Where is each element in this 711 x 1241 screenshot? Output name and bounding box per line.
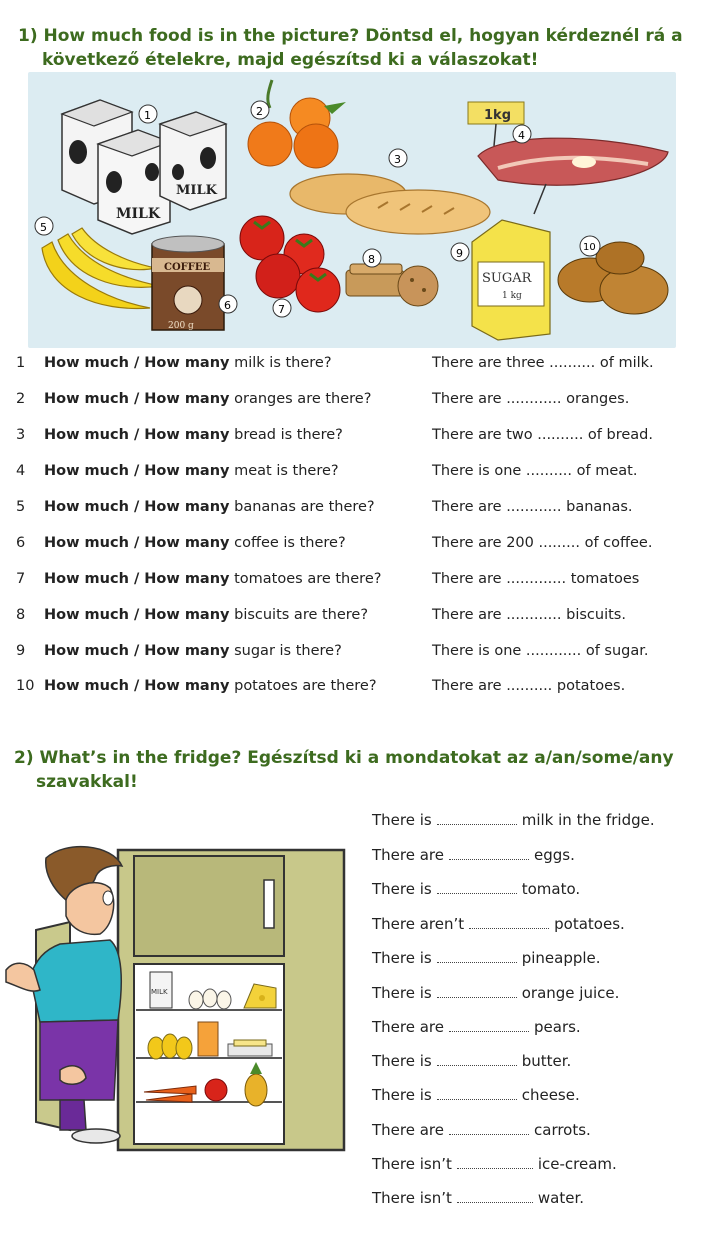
answer-sentence[interactable]: There are 200 ......... of coffee. bbox=[432, 535, 653, 551]
exercise-1-heading-line2: következő ételekre, majd egészítsd ki a válaszokat! bbox=[42, 50, 539, 70]
blank-field[interactable] bbox=[437, 1087, 517, 1100]
blank-field[interactable] bbox=[437, 1053, 517, 1066]
blank-field[interactable] bbox=[437, 950, 517, 963]
question-choice: How much / How many potatoes are there? bbox=[44, 678, 377, 694]
question-choice: How much / How many coffee is there? bbox=[44, 535, 346, 551]
fridge-tomato bbox=[205, 1079, 227, 1101]
sentence-end: water. bbox=[537, 1189, 585, 1207]
sentence-row-11 bbox=[372, 1153, 617, 1175]
question-text: sugar is there? bbox=[229, 643, 342, 659]
question-text: tomatoes are there? bbox=[229, 571, 382, 587]
fridge-milk-carton bbox=[150, 972, 172, 1008]
exercise-2-heading-line1: 2) What’s in the fridge? Egészítsd ki a mondatokat az a/an/some/any bbox=[14, 748, 674, 768]
marker-5 bbox=[35, 217, 53, 235]
answer-sentence[interactable]: There are ............ biscuits. bbox=[432, 607, 626, 623]
svg-text:1: 1 bbox=[144, 109, 151, 122]
sentence-end: potatoes. bbox=[554, 915, 625, 933]
fridge-orange-juice bbox=[198, 1022, 218, 1056]
blank-field[interactable] bbox=[457, 1156, 533, 1169]
exercise-2-heading-line2: szavakkal! bbox=[36, 772, 138, 792]
answer-sentence[interactable]: There are ............ oranges. bbox=[432, 391, 630, 407]
coffee-label: COFFEE bbox=[164, 262, 211, 273]
question-row-4 bbox=[16, 460, 696, 482]
marker-4 bbox=[513, 125, 531, 143]
sentence-end: pears. bbox=[534, 1018, 581, 1036]
question-row-10 bbox=[16, 675, 696, 697]
answer-sentence[interactable]: There are ............ bananas. bbox=[432, 499, 633, 515]
question-choice: How much / How many biscuits are there? bbox=[44, 607, 369, 623]
milk-label-2: MILK bbox=[176, 183, 217, 198]
question-number: 5 bbox=[16, 499, 26, 515]
question-text: biscuits are there? bbox=[229, 607, 369, 623]
question-text: bread is there? bbox=[229, 427, 343, 443]
sentence-start: There aren’t bbox=[372, 915, 465, 933]
sentence-start: There are bbox=[372, 1018, 444, 1036]
question-number: 10 bbox=[16, 678, 35, 694]
fridge-butter bbox=[228, 1040, 272, 1056]
sentence-end: butter. bbox=[521, 1052, 572, 1070]
sentence-end: orange juice. bbox=[521, 984, 620, 1002]
sugar-label: SUGAR bbox=[482, 271, 532, 286]
man-figure bbox=[6, 847, 122, 1143]
svg-text:7: 7 bbox=[278, 303, 285, 316]
bread-loaves bbox=[290, 174, 490, 234]
sentence-start: There isn’t bbox=[372, 1155, 452, 1173]
marker-9 bbox=[451, 243, 469, 261]
question-row-1 bbox=[16, 352, 696, 374]
sentence-row-10 bbox=[372, 1119, 591, 1141]
question-text: oranges are there? bbox=[229, 391, 372, 407]
question-text: meat is there? bbox=[229, 463, 339, 479]
fridge-eggs bbox=[189, 989, 231, 1009]
sentence-end: cheese. bbox=[521, 1086, 580, 1104]
answer-sentence[interactable]: There is one .......... of meat. bbox=[432, 463, 638, 479]
sentence-row-5 bbox=[372, 947, 601, 969]
sentence-row-12 bbox=[372, 1187, 584, 1209]
blank-field[interactable] bbox=[437, 812, 517, 825]
svg-text:9: 9 bbox=[456, 247, 463, 260]
blank-field[interactable] bbox=[449, 847, 529, 860]
blank-field[interactable] bbox=[449, 1019, 529, 1032]
question-choice: How much / How many meat is there? bbox=[44, 463, 339, 479]
sentence-start: There is bbox=[372, 811, 432, 829]
blank-field[interactable] bbox=[437, 985, 517, 998]
question-number: 7 bbox=[16, 571, 26, 587]
marker-6 bbox=[219, 295, 237, 313]
sentence-end: tomato. bbox=[521, 880, 581, 898]
meat-weight-tag: 1kg bbox=[484, 108, 511, 123]
potatoes bbox=[558, 242, 668, 314]
marker-8 bbox=[363, 249, 381, 267]
answer-sentence[interactable]: There is one ............ of sugar. bbox=[432, 643, 649, 659]
question-choice: How much / How many oranges are there? bbox=[44, 391, 372, 407]
fridge-picture bbox=[0, 800, 352, 1180]
question-number: 6 bbox=[16, 535, 26, 551]
sentence-start: There is bbox=[372, 880, 432, 898]
sentence-start: There isn’t bbox=[372, 1189, 452, 1207]
oranges bbox=[248, 80, 346, 168]
svg-text:MILK: MILK bbox=[151, 988, 168, 996]
question-row-7 bbox=[16, 568, 696, 590]
blank-field[interactable] bbox=[437, 881, 517, 894]
sentence-start: There are bbox=[372, 846, 444, 864]
question-number: 1 bbox=[16, 355, 26, 371]
svg-text:4: 4 bbox=[518, 129, 525, 142]
meat bbox=[468, 102, 668, 185]
svg-text:10: 10 bbox=[583, 242, 596, 253]
answer-sentence[interactable]: There are two .......... of bread. bbox=[432, 427, 653, 443]
sentence-row-1 bbox=[372, 809, 655, 831]
svg-text:2: 2 bbox=[256, 105, 263, 118]
sentence-start: There is bbox=[372, 984, 432, 1002]
question-row-6 bbox=[16, 532, 696, 554]
marker-3 bbox=[389, 149, 407, 167]
exercise-2-heading bbox=[14, 746, 694, 794]
blank-field[interactable] bbox=[449, 1122, 529, 1135]
question-text: potatoes are there? bbox=[229, 678, 377, 694]
fridge-illustration bbox=[0, 800, 352, 1180]
question-number: 8 bbox=[16, 607, 26, 623]
marker-7 bbox=[273, 299, 291, 317]
sentence-start: There are bbox=[372, 1121, 444, 1139]
answer-sentence[interactable]: There are ............. tomatoes bbox=[432, 571, 640, 587]
marker-2 bbox=[251, 101, 269, 119]
sentence-row-3 bbox=[372, 878, 580, 900]
exercise-1-heading-line1: 1) How much food is in the picture? Döntsd el, hogyan kérdeznél rá a bbox=[18, 26, 683, 46]
svg-text:5: 5 bbox=[40, 221, 47, 234]
coffee-weight: 200 g bbox=[168, 321, 194, 331]
marker-1 bbox=[139, 105, 157, 123]
fridge-pears bbox=[148, 1034, 192, 1059]
sentence-end: milk in the fridge. bbox=[521, 811, 655, 829]
milk-label-1: MILK bbox=[116, 206, 161, 222]
sentence-row-7 bbox=[372, 1016, 581, 1038]
question-choice: How much / How many sugar is there? bbox=[44, 643, 342, 659]
question-row-2 bbox=[16, 388, 696, 410]
question-text: bananas are there? bbox=[229, 499, 375, 515]
sentence-end: ice-cream. bbox=[537, 1155, 617, 1173]
question-choice: How much / How many bananas are there? bbox=[44, 499, 375, 515]
sentence-row-4 bbox=[372, 913, 625, 935]
sentence-end: carrots. bbox=[534, 1121, 591, 1139]
question-row-3 bbox=[16, 424, 696, 446]
question-choice: How much / How many tomatoes are there? bbox=[44, 571, 382, 587]
sentence-start: There is bbox=[372, 1086, 432, 1104]
sentence-start: There is bbox=[372, 949, 432, 967]
freezer-door bbox=[134, 856, 284, 956]
svg-text:6: 6 bbox=[224, 299, 231, 312]
coffee-tin bbox=[152, 236, 224, 331]
exercise-1-heading bbox=[18, 24, 698, 72]
marker-10 bbox=[580, 236, 600, 256]
food-illustration bbox=[28, 72, 676, 348]
question-text: coffee is there? bbox=[229, 535, 346, 551]
question-row-5 bbox=[16, 496, 696, 518]
sentence-row-2 bbox=[372, 844, 575, 866]
sentence-row-6 bbox=[372, 982, 619, 1004]
bananas bbox=[42, 228, 160, 309]
question-number: 3 bbox=[16, 427, 26, 443]
question-number: 2 bbox=[16, 391, 26, 407]
sentence-end: eggs. bbox=[534, 846, 575, 864]
sentence-start: There is bbox=[372, 1052, 432, 1070]
question-row-9 bbox=[16, 640, 696, 662]
question-row-8 bbox=[16, 604, 696, 626]
svg-text:3: 3 bbox=[394, 153, 401, 166]
biscuits bbox=[346, 264, 438, 306]
blank-field[interactable] bbox=[457, 1190, 533, 1203]
sentence-row-9 bbox=[372, 1084, 580, 1106]
question-choice: How much / How many milk is there? bbox=[44, 355, 332, 371]
sugar-weight: 1 kg bbox=[502, 291, 522, 301]
question-text: milk is there? bbox=[229, 355, 332, 371]
sentence-row-8 bbox=[372, 1050, 571, 1072]
food-picture bbox=[28, 72, 676, 348]
question-choice: How much / How many bread is there? bbox=[44, 427, 343, 443]
tomatoes bbox=[240, 216, 340, 312]
question-number: 9 bbox=[16, 643, 26, 659]
question-number: 4 bbox=[16, 463, 26, 479]
sentence-end: pineapple. bbox=[521, 949, 601, 967]
answer-sentence[interactable]: There are .......... potatoes. bbox=[432, 678, 626, 694]
answer-sentence[interactable]: There are three .......... of milk. bbox=[432, 355, 654, 371]
blank-field[interactable] bbox=[469, 916, 549, 929]
svg-text:8: 8 bbox=[368, 253, 375, 266]
